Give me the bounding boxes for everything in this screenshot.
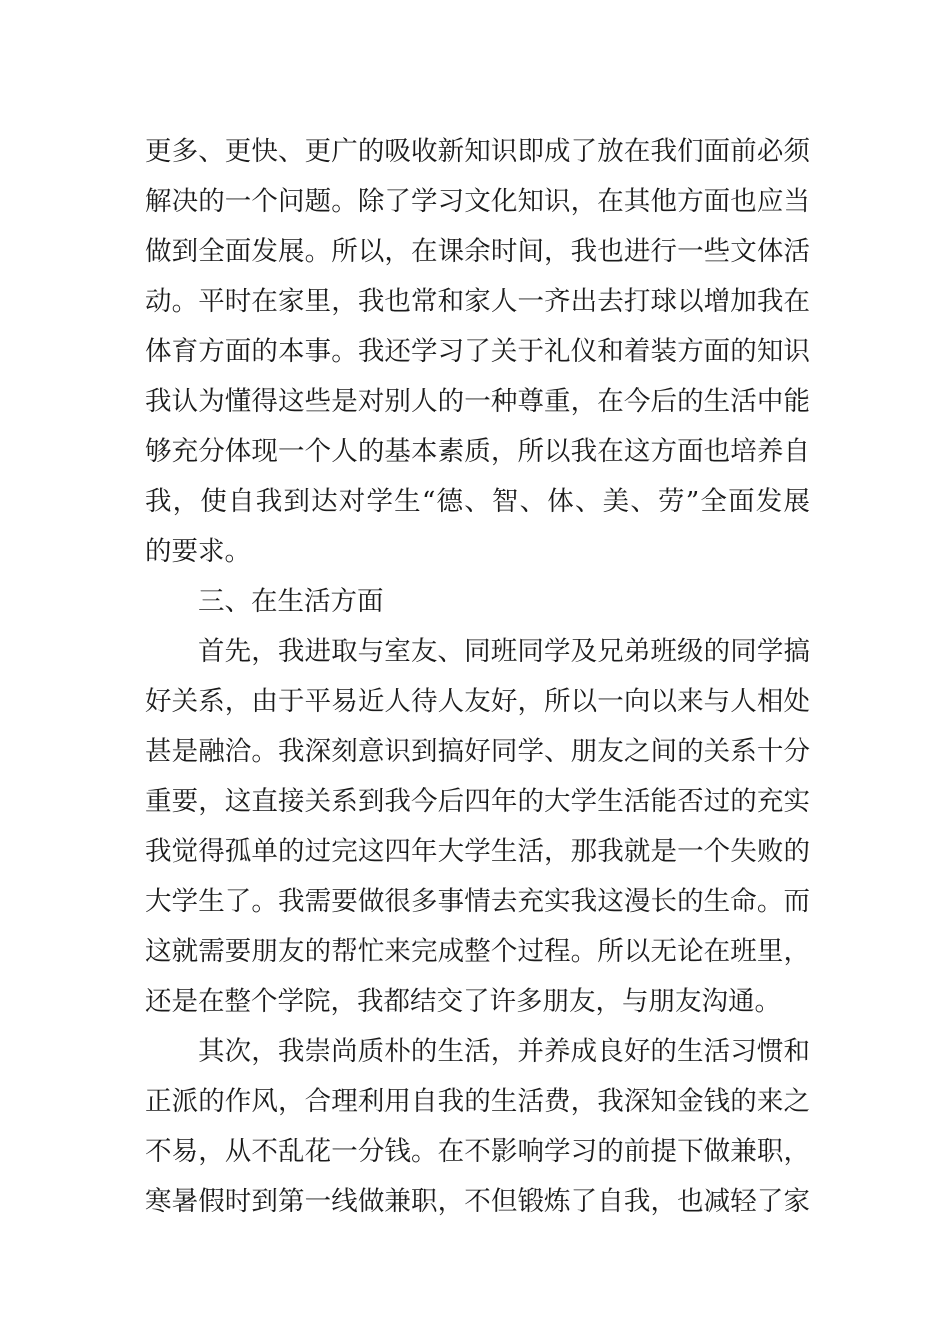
paragraph-first-line: 首先，我进取与室友、同班同学及兄弟班级的同学搞: [198, 636, 810, 667]
text-line: 不易，从不乱花一分钱。在不影响学习的前提下做兼职，: [145, 1136, 810, 1167]
paragraph-first-line: 其次，我崇尚质朴的生活，并养成良好的生活习惯和: [198, 1036, 810, 1067]
text-line: 我觉得孤单的过完这四年大学生活，那我就是一个失败的: [145, 836, 810, 867]
text-line: 寒暑假时到第一线做兼职，不但锻炼了自我，也减轻了家: [145, 1186, 810, 1217]
text-line: 这就需要朋友的帮忙来完成整个过程。所以无论在班里，: [145, 936, 810, 967]
text-line: 体育方面的本事。我还学习了关于礼仪和着装方面的知识: [145, 336, 810, 367]
text-line: 还是在整个学院，我都结交了许多朋友，与朋友沟通。: [145, 986, 781, 1017]
text-line: 够充分体现一个人的基本素质，所以我在这方面也培养自: [145, 436, 810, 467]
text-line: 正派的作风，合理利用自我的生活费，我深知金钱的来之: [145, 1086, 810, 1117]
text-line: 我，使自我到达对学生“德、智、体、美、劳”全面发展: [145, 486, 810, 517]
text-line: 动。平时在家里，我也常和家人一齐出去打球以增加我在: [145, 286, 810, 317]
section-heading: 三、在生活方面: [198, 586, 384, 617]
body-text: [145, 127, 810, 1227]
text-line: 大学生了。我需要做很多事情去充实我这漫长的生命。而: [145, 886, 810, 917]
text-line: 我认为懂得这些是对别人的一种尊重，在今后的生活中能: [145, 386, 810, 417]
text-line: 更多、更快、更广的吸收新知识即成了放在我们面前必须: [145, 136, 810, 167]
text-line: 做到全面发展。所以，在课余时间，我也进行一些文体活: [145, 236, 810, 267]
text-line: 的要求。: [145, 536, 251, 567]
text-line: 重要，这直接关系到我今后四年的大学生活能否过的充实: [145, 786, 810, 817]
text-line: 解决的一个问题。除了学习文化知识，在其他方面也应当: [145, 186, 810, 217]
text-line: 好关系，由于平易近人待人友好，所以一向以来与人相处: [145, 686, 810, 717]
text-line: 甚是融洽。我深刻意识到搞好同学、朋友之间的关系十分: [145, 736, 810, 767]
